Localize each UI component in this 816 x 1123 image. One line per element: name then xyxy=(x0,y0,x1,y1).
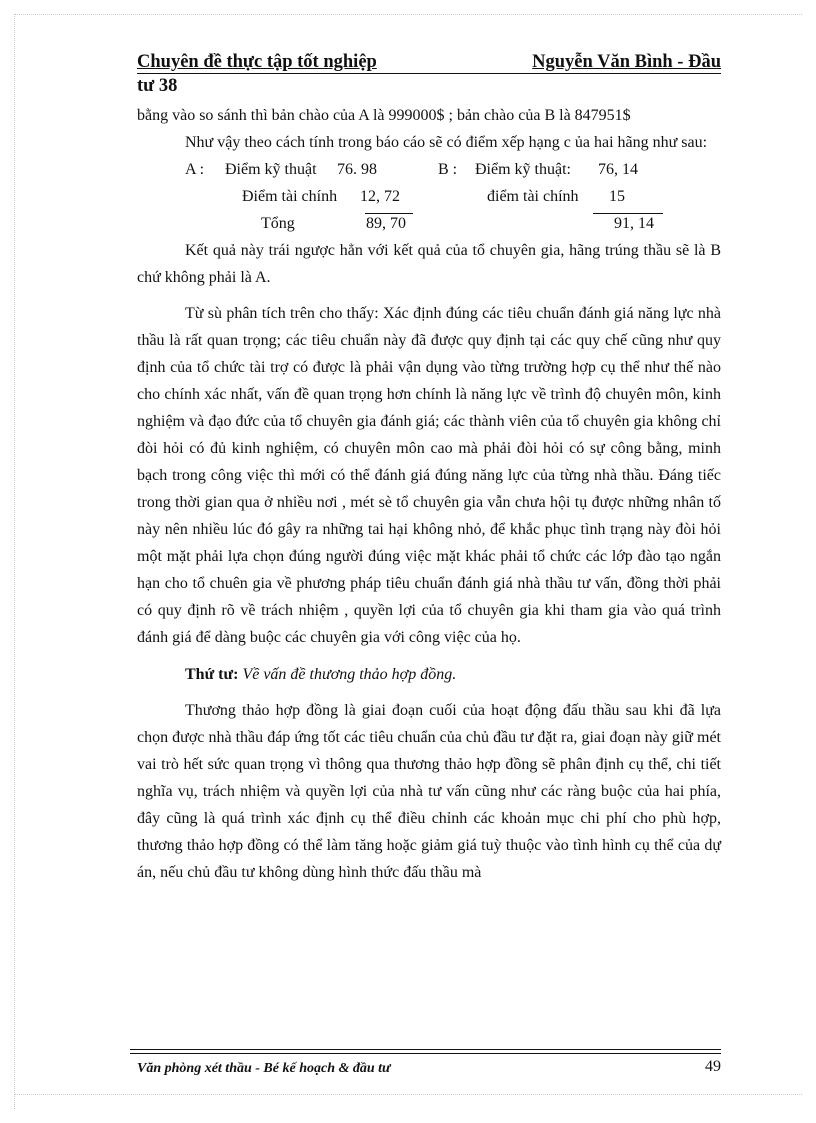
page-header xyxy=(137,52,721,97)
score-a-fin-value: 12, 72 xyxy=(360,188,400,205)
score-b-fin-value: 15 xyxy=(609,188,625,205)
score-a-tech-value: 76. 98 xyxy=(337,161,377,178)
header-title-right: Nguyễn Văn Bình - Đầu xyxy=(532,52,721,72)
paragraph-ranking-intro: Như vậy theo cách tính trong báo cáo sẽ có điểm xếp hạng c ủa hai hãng như sau: xyxy=(185,134,708,151)
header-rule xyxy=(137,73,721,74)
score-a-total-value: 89, 70 xyxy=(366,215,406,232)
score-b-label: B : xyxy=(438,161,458,178)
footer-rule-top xyxy=(130,1049,721,1050)
paragraph-bid-prices: bằng vào so sánh thì bản chào của A là 999000$ ; bản chào của B là 847951$ xyxy=(137,107,631,124)
score-b-fin-label: điểm tài chính xyxy=(487,188,579,205)
paragraph-contract-negotiation: Thương thảo hợp đồng là giai đoạn cuối của hoạt động đấu thầu sau khi đã lựa chọn được nhà thầu đáp ứng tốt các tiêu chuẩn của chủ đầu tư đặt ra, giai đoạn này giữ mét vai trò hết sức quan trọng vì thông qua thương thảo hợp đồng sẽ phân định cụ thể, chi tiết nghĩa vụ, trách nhiệm và quyền lợi của nhà tư vấn cũng như các ràng buộc của hai phía, đây cũng là quá trình xác định cụ thể điều chỉnh các khoản mục chi phí cho phù hợp, thương thảo hợp đồng có thể làm tăng hoặc giảm giá tuỳ thuộc vào tình hình cụ thể của dự án, nếu chủ đầu tư không dùng hình thức đấu thầu mà xyxy=(137,702,721,881)
section-heading-fourth xyxy=(137,661,721,688)
heading-italic-title: Về vấn đề thương thảo hợp đồng. xyxy=(242,666,457,683)
page-footer xyxy=(130,1049,721,1076)
paragraph-analysis: Từ sù phân tích trên cho thấy: Xác định đúng các tiêu chuẩn đánh giá năng lực nhà thầu là rất quan trọng; các tiêu chuẩn này đã được quy định tại các quy chế cũng như quy định của tổ chức tài trợ có được là phải vận dụng vào từng trường hợp cụ thể như thế nào cho chính xác nhất, vấn đề quan trọng hơn chính là năng lực về trình độ chuyên môn, kinh nghiệm và đạo đức của tổ chuyên gia đánh giá; các thành viên của tổ chuyên gia không chỉ đòi hỏi có đủ kinh nghiệm, có chuyên môn cao mà phải đòi hỏi có sự công bằng, minh bạch trong công việc thì mới có thể đánh giá đúng năng lực của từng nhà thầu. Đáng tiếc trong thời gian qua ở nhiều nơi , mét sè tổ chuyên gia vẫn chưa hội tụ được những nhân tố này nên nhiều lúc đó gây ra những tai hại không nhỏ, để khắc phục tình trạng này đòi hỏi một mặt phải lựa chọn đúng người đúng việc mặt khác phải tổ chức các lớp đào tạo ngắn hạn cho tổ chuên gia về phương pháp tiêu chuẩn đánh giá nhà thầu tư vấn, đồng thời phải có quy định rõ về trách nhiệm , quyền lợi của tổ chuyên gia khi tham gia vào quá trình đánh giá để dàng buộc các chuyên gia với công việc của họ. xyxy=(137,305,721,646)
score-a-tech-label: Điểm kỹ thuật xyxy=(225,161,317,178)
header-title-left: Chuyên đề thực tập tốt nghiệp xyxy=(137,52,377,72)
document-body xyxy=(137,102,721,886)
footer-rule-bottom xyxy=(130,1053,721,1054)
score-b-tech-label: Điểm kỹ thuật: xyxy=(475,161,571,178)
score-b-total-value: 91, 14 xyxy=(614,215,654,232)
page-bottom-border xyxy=(14,1094,802,1095)
footer-office-text: Văn phòng xét thầu - Bé kế hoạch & đầu tư xyxy=(137,1061,391,1076)
score-table xyxy=(137,156,721,237)
paragraph-result: Kết quả này trái ngược hẳn với kết quả của tổ chuyên gia, hãng trúng thầu sẽ là B chứ không phải là A. xyxy=(137,242,721,286)
page-number: 49 xyxy=(705,1058,721,1075)
score-a-label: A : xyxy=(185,161,205,178)
heading-bold-label: Thứ tư: xyxy=(185,666,239,683)
score-b-tech-value: 76, 14 xyxy=(598,161,638,178)
header-title-cont: tư 38 xyxy=(137,76,178,96)
score-a-fin-label: Điểm tài chính xyxy=(242,188,338,205)
score-a-total-label: Tổng xyxy=(261,215,295,232)
